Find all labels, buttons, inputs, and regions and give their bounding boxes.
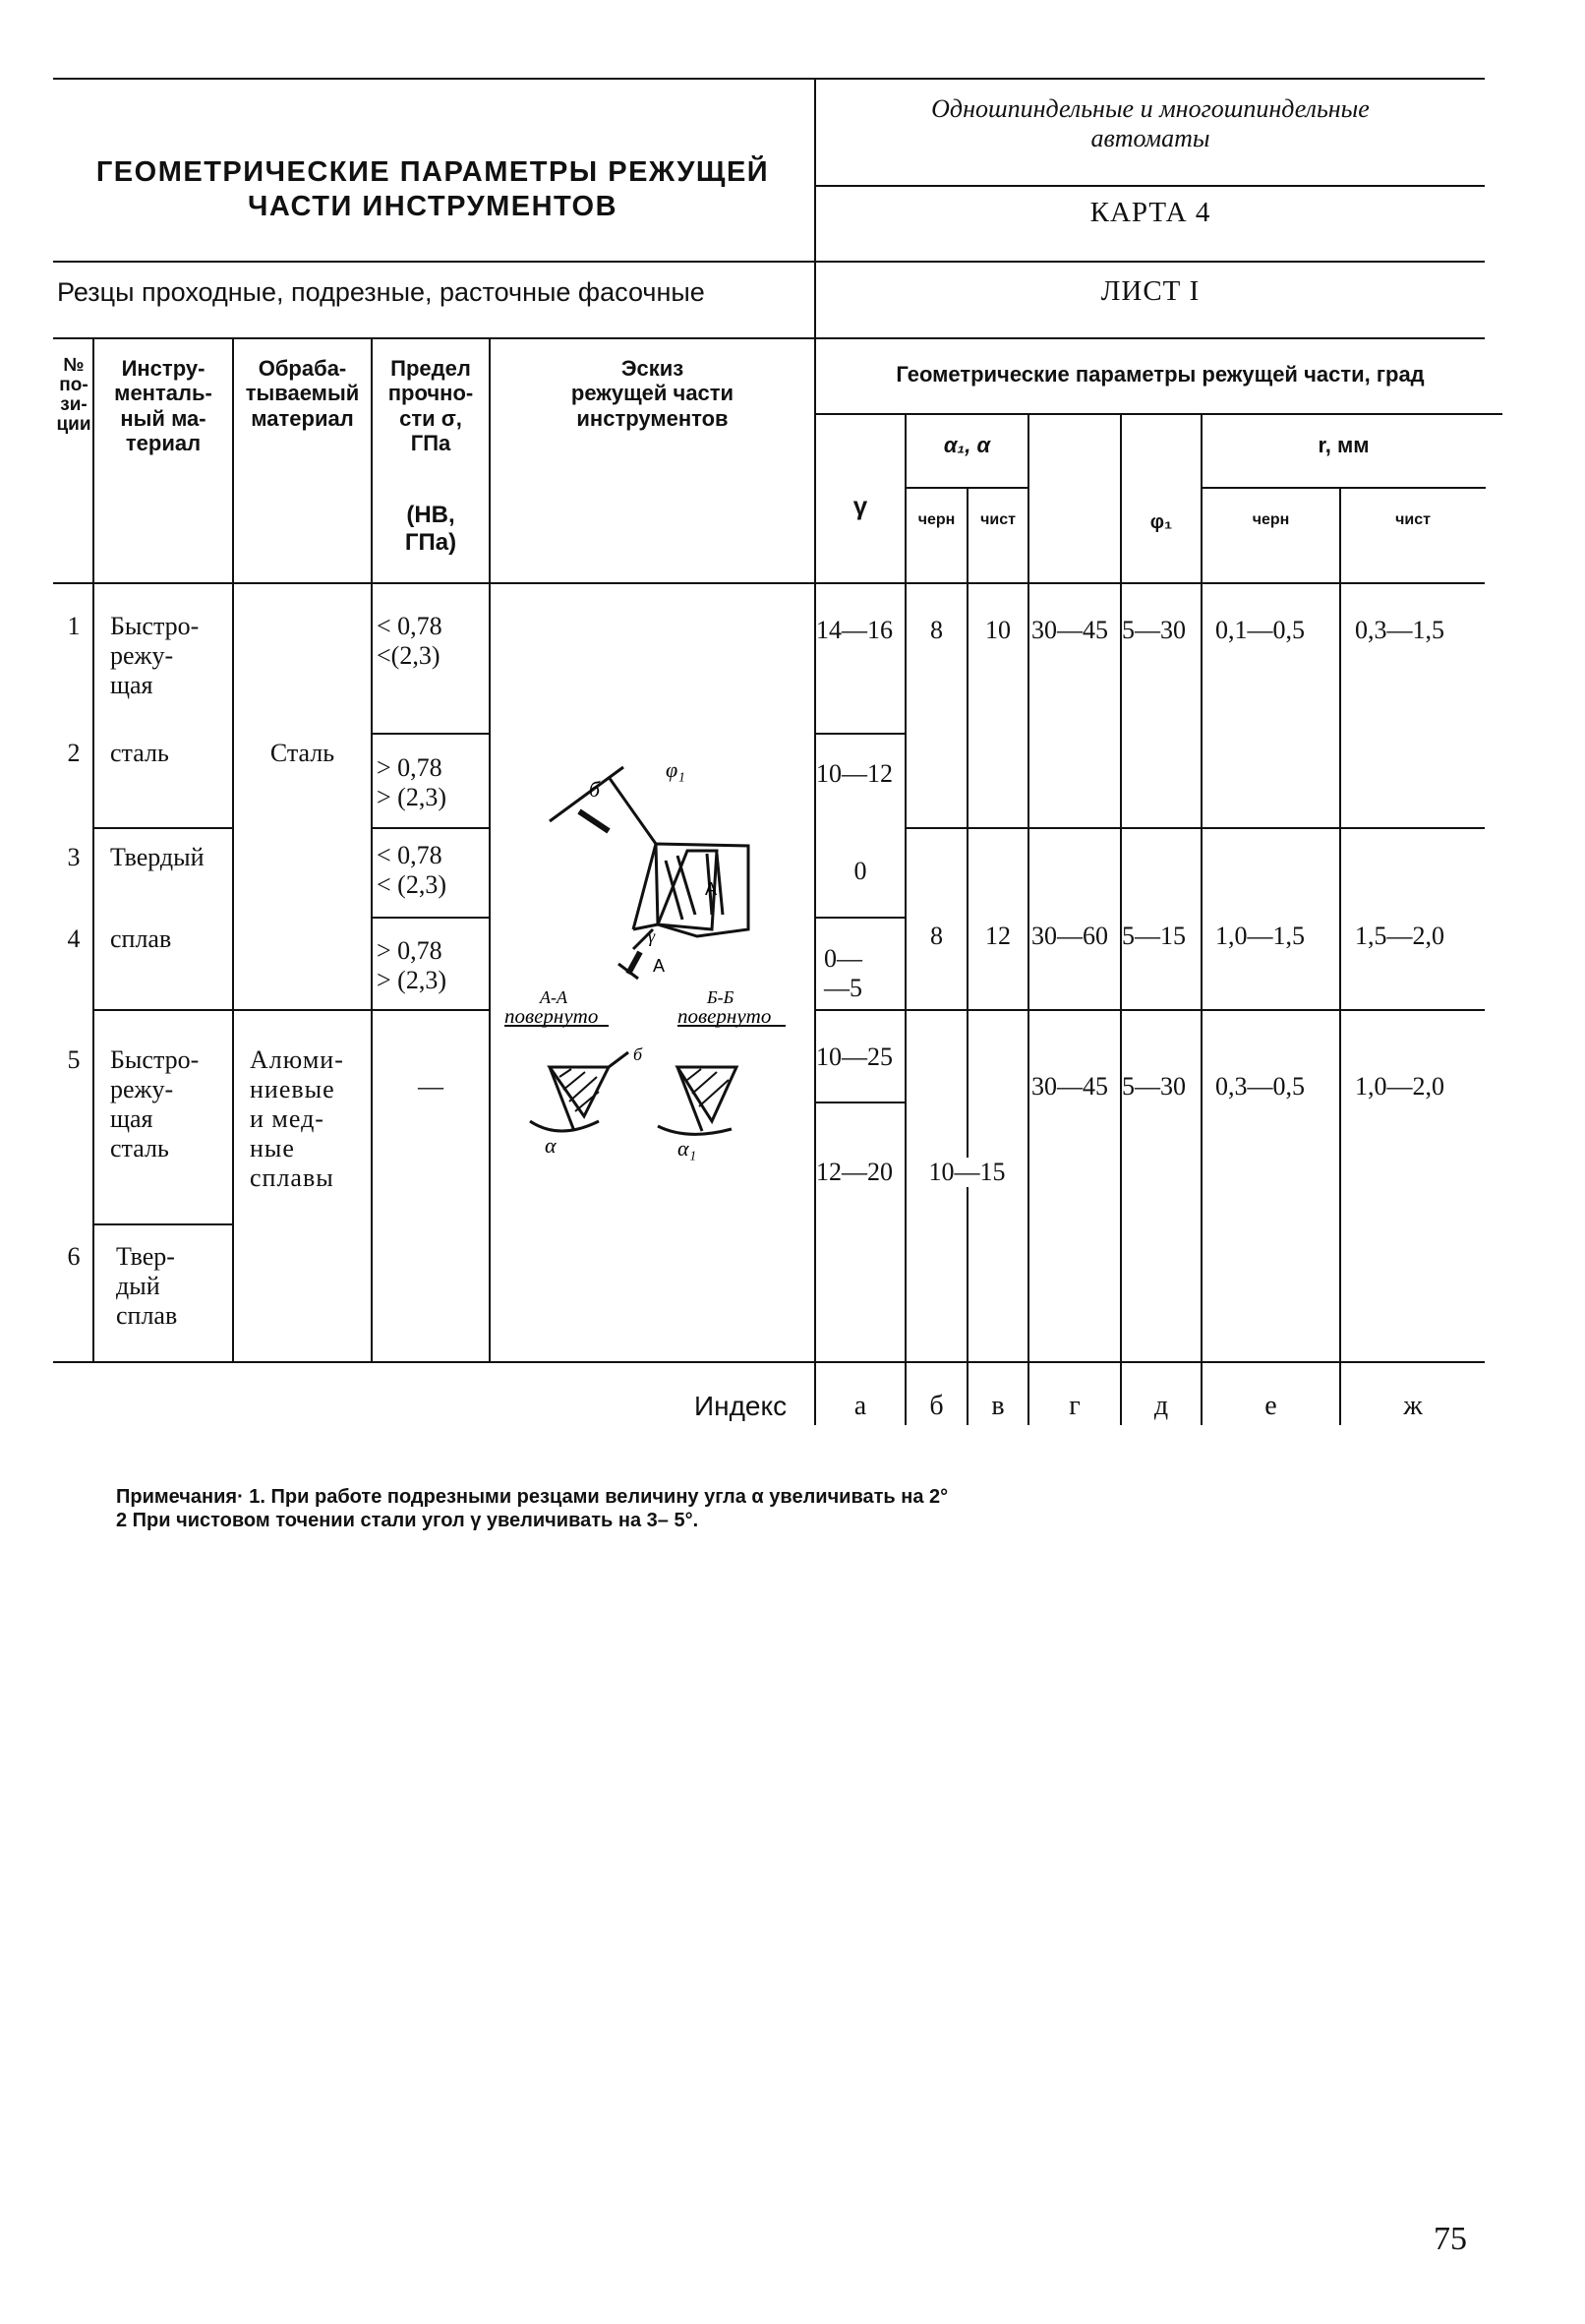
- row-5-strength: —: [418, 1072, 443, 1101]
- sketch-label-a2: А: [653, 956, 666, 976]
- note-line-1: Примечания· 1. При работе подрезными резцами величину угла α увеличивать на 2°: [116, 1486, 949, 1508]
- card-number: КАРТА 4: [1089, 197, 1211, 228]
- row-1-r-rough: 0,1—0,5: [1215, 616, 1305, 644]
- row-4-alpha-rough: 8: [930, 922, 943, 950]
- page-number: 75: [1434, 2221, 1467, 2257]
- section-aa-label: А-А: [540, 987, 567, 1007]
- col-r-finish: чист: [1395, 511, 1431, 528]
- row-6-alpha: 10—15: [907, 1158, 1027, 1187]
- row-2-gamma: 10—12: [816, 759, 893, 788]
- row-5-phi1: 5—30: [1122, 1072, 1186, 1101]
- row-4-alpha-finish: 12: [985, 922, 1011, 950]
- row-2-tool-material: сталь: [110, 739, 169, 767]
- row-4-r-rough: 1,0—1,5: [1215, 922, 1305, 950]
- row-4-phi: 30—60: [1031, 922, 1108, 950]
- index-b: б: [929, 1391, 944, 1421]
- row-6-number: 6: [67, 1242, 81, 1271]
- section-bb-turned: повернуто: [677, 1004, 772, 1028]
- row-1-alpha-finish: 10: [985, 616, 1011, 644]
- row-5-gamma: 10—25: [816, 1043, 893, 1071]
- sketch-label-a: А: [705, 879, 718, 899]
- col-r: r, мм: [1318, 433, 1370, 457]
- row-5-r-rough: 0,3—0,5: [1215, 1072, 1305, 1101]
- index-d: д: [1153, 1391, 1169, 1421]
- section-bb-label: Б-Б: [707, 987, 734, 1007]
- row-1-phi1: 5—30: [1122, 616, 1186, 644]
- col-tool-material: Инстру- менталь- ный ма- териал: [114, 356, 212, 455]
- col-alpha-rough: черн: [917, 511, 956, 528]
- col-strength-hb: (НВ, ГПа): [404, 502, 457, 556]
- row-1-tool-material: Быстро- режу- щая: [110, 612, 200, 699]
- table-subtitle: Резцы проходные, подрезные, расточные фасочные: [57, 277, 705, 307]
- row-1-strength: < 0,78 <(2,3): [377, 612, 442, 670]
- col-phi1: φ₁: [1149, 511, 1173, 533]
- col-r-rough: черн: [1252, 511, 1290, 528]
- row-2-number: 2: [67, 739, 81, 767]
- index-v: в: [991, 1391, 1005, 1421]
- row-1-r-finish: 0,3—1,5: [1355, 616, 1444, 644]
- col-sketch: Эскиз режущей части инструментов: [570, 356, 734, 431]
- sketch-label-b: б: [589, 777, 601, 802]
- row-4-strength: > 0,78 > (2,3): [377, 936, 446, 994]
- index-e: е: [1264, 1391, 1277, 1421]
- row-4-tool-material: сплав: [110, 924, 172, 953]
- row-1-alpha-rough: 8: [930, 616, 943, 644]
- col-alpha: α₁, α: [943, 433, 991, 457]
- col-alpha-finish: чист: [980, 511, 1016, 528]
- row-6-gamma: 12—20: [816, 1158, 893, 1186]
- index-a: а: [853, 1391, 867, 1421]
- row-5-r-finish: 1,0—2,0: [1355, 1072, 1444, 1101]
- row-4-gamma: 0— —5: [824, 944, 862, 1002]
- cutting-tool-sketch: [491, 728, 814, 1180]
- row-3-tool-material: Твердый: [110, 843, 205, 871]
- row-3-strength: < 0,78 < (2,3): [377, 841, 446, 899]
- row-4-number: 4: [67, 924, 81, 953]
- row-1-gamma: 14—16: [816, 616, 893, 644]
- sketch-label-phi1: φ₁: [666, 757, 685, 782]
- row-4-phi1: 5—15: [1122, 922, 1186, 950]
- row-5-number: 5: [67, 1045, 81, 1074]
- section-aa-alpha: α: [545, 1133, 557, 1158]
- col-geometry: Геометрические параметры режущей части, град: [896, 362, 1425, 387]
- col-position: № по- зи- ции: [56, 355, 91, 435]
- row-6-tool-material: Твер- дый сплав: [116, 1242, 178, 1330]
- index-label: Индекс: [694, 1391, 788, 1421]
- row-3-number: 3: [67, 843, 81, 871]
- row-2-strength: > 0,78 > (2,3): [377, 753, 446, 811]
- row-3-gamma: 0: [853, 857, 867, 885]
- section-bb-alpha1: α₁: [677, 1136, 697, 1161]
- section-aa-turned: повернуто: [504, 1004, 599, 1028]
- col-strength: Предел прочно- сти σ, ГПа: [387, 356, 474, 455]
- sheet-number: ЛИСТ I: [1100, 275, 1201, 307]
- page-title: ГЕОМЕТРИЧЕСКИЕ ПАРАМЕТРЫ РЕЖУЩЕЙ ЧАСТИ ИНСТРУМЕНТОВ: [95, 156, 770, 222]
- sketch-label-gamma: γ: [648, 926, 656, 946]
- row-5-work-material: Алюми- ниевые и мед- ные сплавы: [250, 1045, 344, 1192]
- row-1-number: 1: [67, 612, 81, 640]
- row-2-work-material: Сталь: [269, 739, 335, 767]
- note-line-2: 2 При чистовом точении стали угол γ увеличивать на 3– 5°.: [116, 1510, 699, 1531]
- row-5-tool-material: Быстро- режу- щая сталь: [110, 1045, 200, 1162]
- row-1-phi: 30—45: [1031, 616, 1108, 644]
- index-zh: ж: [1403, 1391, 1423, 1421]
- row-4-r-finish: 1,5—2,0: [1355, 922, 1444, 950]
- row-5-phi: 30—45: [1031, 1072, 1108, 1101]
- col-work-material: Обраба- тываемый материал: [245, 356, 360, 431]
- section-aa-b: б: [633, 1044, 643, 1064]
- machine-type: Однoшпиндельные и многошпиндельные автоматы: [931, 94, 1370, 152]
- col-gamma: γ: [852, 491, 868, 520]
- index-g: г: [1069, 1391, 1081, 1421]
